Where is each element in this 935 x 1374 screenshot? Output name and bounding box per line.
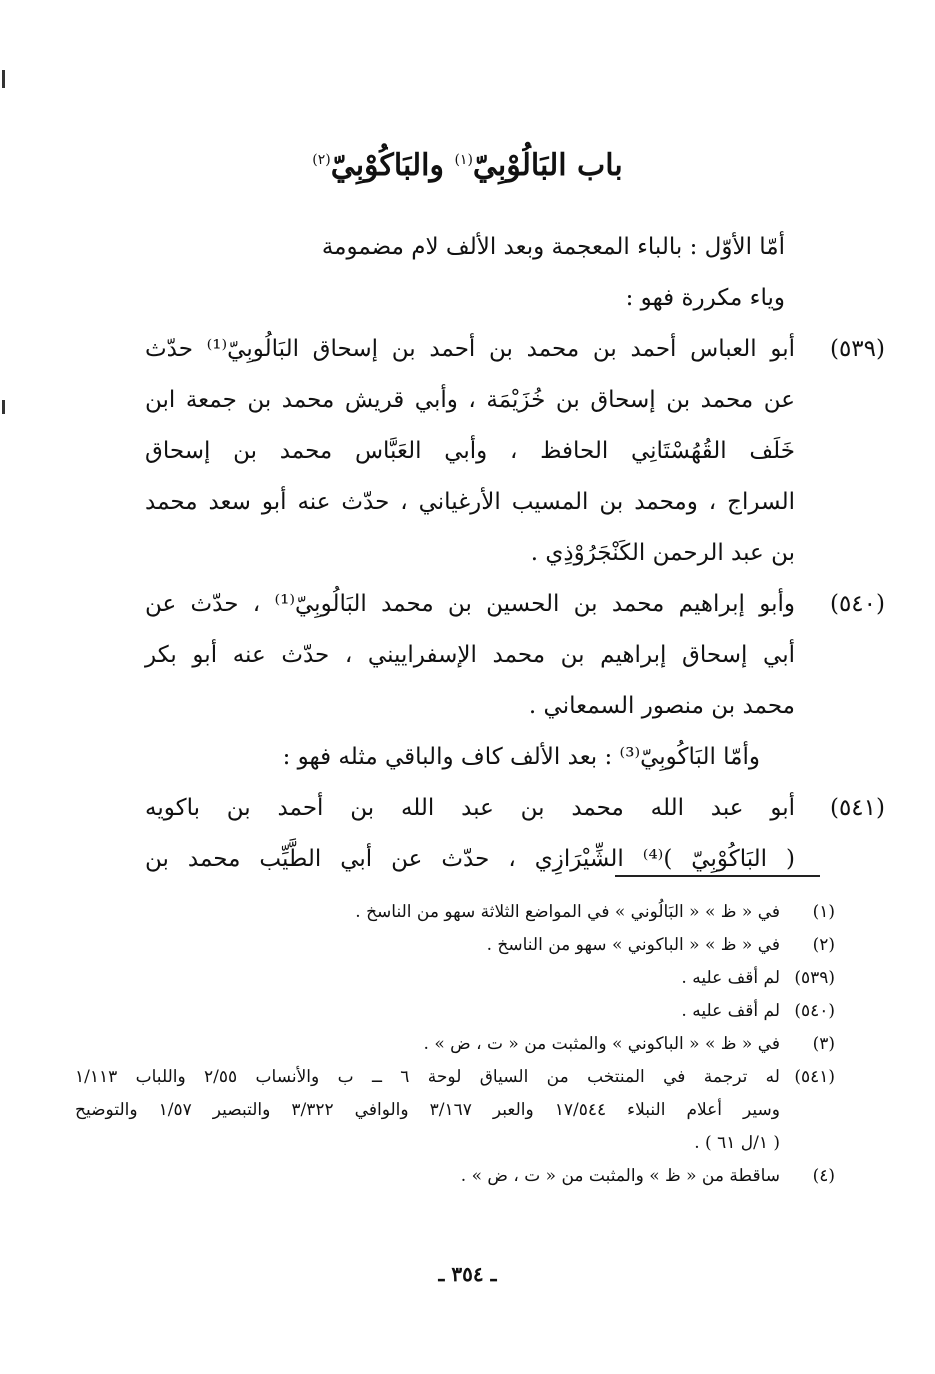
intro-line-1: أمّا الأوّل : بالباء المعجمة وبعد الألف لام مضمومة xyxy=(321,234,785,260)
footnote-text: في « ظ » « البَالُوني » في المواضع الثلاثة سهو من الناسخ . xyxy=(355,902,780,922)
entry-line: السراج ، ومحمد بن المسيب الأرغياني ، حدّث عنه أبو سعد محمد xyxy=(145,489,795,515)
footnotes xyxy=(75,896,835,1193)
footnote-text: لم أقف عليه . xyxy=(681,1001,780,1021)
entry-line: أبو العباس أحمد بن محمد بن أحمد بن إسحاق البَالُوبِيّ⁽¹⁾ حدّث xyxy=(145,336,796,362)
entry-540 xyxy=(145,579,885,732)
second-section-intro: وأمّا البَاكُوبِيّ⁽³⁾ : بعد الألف كاف والباقي مثله فهو : xyxy=(282,744,760,770)
footnote xyxy=(75,896,835,929)
entry-line: أبو عبد الله محمد بن عبد الله بن أحمد بن باكويه xyxy=(145,795,795,821)
scan-edge-mark xyxy=(2,70,5,88)
entry-number: (٥٣٩) xyxy=(829,336,885,362)
footnote-line: ( ١/ل ٦١ ) . xyxy=(694,1133,780,1153)
footnote xyxy=(75,995,835,1028)
entry-number: (٥٤٠) xyxy=(829,591,885,617)
footnote-line: له ترجمة في المنتخب من السياق لوحة ٦ ــ ب والأنساب ٢/٥٥ واللباب ١/١١٣ xyxy=(75,1067,780,1087)
entry-line: خَلَف القُهُسْتَانِي الحافظ ، وأبي العَبَّاس محمد بن إسحاق xyxy=(145,438,795,464)
entry-541 xyxy=(145,783,885,885)
main-text xyxy=(145,222,885,885)
entry-line: وأبو إبراهيم محمد بن الحسين بن محمد البَالُوبِيّ⁽¹⁾ ، حدّث عن xyxy=(145,591,795,617)
entry-line: ( البَاكُوْبِيّ )⁽⁴⁾ الشِّيْرَازِي ، حدّث عن أبي الطَّيِّب محمد بن xyxy=(145,846,796,872)
entry-number: (٥٤١) xyxy=(829,795,885,821)
title-footnote-ref-1: (١) xyxy=(454,152,473,168)
chapter-title xyxy=(0,148,935,183)
title-word-baluwi: باب البَالُوْبِيّ xyxy=(472,148,623,183)
footnote xyxy=(75,929,835,962)
entry-539 xyxy=(145,324,885,579)
footnote-number: (٥٤١) xyxy=(794,1067,835,1087)
intro-line-2: وياء مكررة فهو : xyxy=(625,285,785,311)
footnote-541 xyxy=(75,1061,835,1160)
footnote-text: في « ظ » « الباكوني » والمثبت من « ت ، ض » . xyxy=(423,1034,780,1054)
scan-edge-mark xyxy=(2,400,5,414)
footnote-text: لم أقف عليه . xyxy=(681,968,780,988)
footnote-number: (٢) xyxy=(812,935,835,955)
entry-line: محمد بن منصور السمعاني . xyxy=(528,693,795,719)
footnote xyxy=(75,1028,835,1061)
entry-line: بن عبد الرحمن الكَنْجَرُوْذِي . xyxy=(530,540,795,566)
footnote-text: في « ظ » « الباكوني » سهو من الناسخ . xyxy=(486,935,780,955)
footnote-text: ساقطة من « ظ » والمثبت من « ت ، ض » . xyxy=(460,1166,780,1186)
footnote-number: (٥٣٩) xyxy=(794,968,835,988)
footnote-separator xyxy=(615,875,820,877)
footnote-number: (٤) xyxy=(812,1166,835,1186)
footnote xyxy=(75,1160,835,1193)
footnote-number: (٥٤٠) xyxy=(794,1001,835,1021)
title-word-bakuwi: والبَاكُوْبِيّ xyxy=(330,148,455,183)
footnote-number: (١) xyxy=(812,902,835,922)
footnote-number: (٣) xyxy=(812,1034,835,1054)
entry-line: عن محمد بن إسحاق بن خُزَيْمَة ، وأبي قريش محمد بن جمعة ابن xyxy=(145,387,795,413)
page-number: ـ ٣٥٤ ـ xyxy=(438,1262,497,1286)
title-footnote-ref-2: (٢) xyxy=(312,152,331,168)
entry-line: أبي إسحاق إبراهيم بن محمد الإسفراييني ، حدّث عنه أبو بكر xyxy=(145,642,795,668)
footnote xyxy=(75,962,835,995)
footnote-line: وسير أعلام النبلاء ١٧/٥٤٤ والعبر ٣/١٦٧ والوافي ٣/٣٢٢ والتبصير ١/٥٧ والتوضيح xyxy=(75,1100,780,1120)
